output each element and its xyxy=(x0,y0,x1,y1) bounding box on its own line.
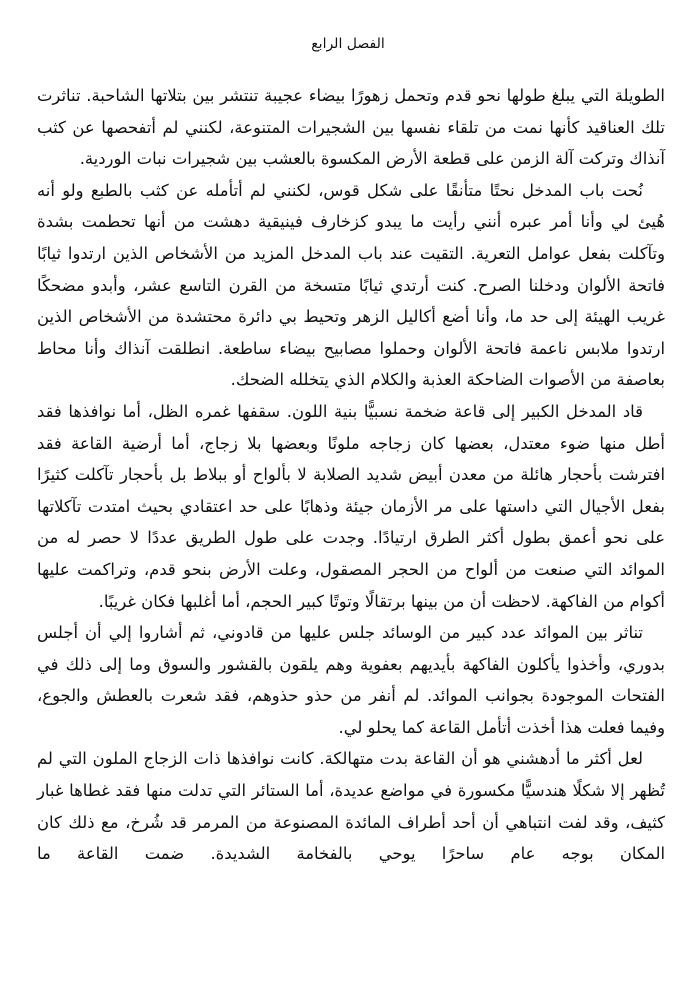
paragraph-3: قاد المدخل الكبير إلى قاعة ضخمة نسبيًّا بنية اللون. سقفها غمره الظل، أما نوافذها فقد أطل منها ضوء معتدل، بعضها كان زجاجه ملونًا وبعضها بلا زجاج، أما أرضية القاعة فقد افترشت بأحجار هائلة من معدن أبيض شديد الصلابة لا بألواح أو ببلاط بل بأحجار تآكلت كثيرًا بفعل الأجيال التي داستها على مر الأزمان جيئة وذهابًا على حد اعتقادي بحيث امتدت تآكلاتها على نحو أعمق بطول أكثر الطرق ارتيادًا. وجدت على طول الطريق عددًا لا حصر له من الموائد التي صنعت من ألواح من الحجر المصقول، وعلت الأرض بنحو قدم، وتراكمت عليها أكوام من الفاكهة. لاحظت أن من بينها برتقالًا وتوتًا كبير الحجم، أما أغلبها فكان غريبًا. xyxy=(37,401,665,611)
chapter-header: الفصل الرابع xyxy=(311,36,385,52)
chapter-body-text xyxy=(37,80,665,870)
paragraph-1: الطويلة التي يبلغ طولها نحو قدم وتحمل زهورًا بيضاء عجيبة تنتشر بين بتلاتها الشاحبة. تناثرت تلك العناقيد كأنها نمت من تلقاء نفسها بين الشجيرات المتنوعة، لكنني لم أتفحصها عن كثب آنذاك وتركت آلة الزمن على قطعة الأرض المكسوة بالعشب بين شجيرات نبات الوردية. xyxy=(37,86,665,169)
paragraph-5: لعل أكثر ما أدهشني هو أن القاعة بدت متهالكة. كانت نوافذها ذات الزجاج الملون التي لم تُظهر إلا شكلًا هندسيًّا مكسورة في مواضع عديدة، أما الستائر التي تدلت منها فقد غطاها غبار كثيف، وقد لفت انتباهي أن أحد أطراف المائدة المصنوعة من المرمر قد شُرخ، مع ذلك كان المكان بوجه عام ساحرًا يوحي بالفخامة الشديدة. ضمت القاعة ما xyxy=(37,749,665,864)
paragraph-2: نُحت باب المدخل نحتًا متأنقًا على شكل قوس، لكنني لم أتأمله عن كثب بالطبع ولو أنه هُيئ لي وأنا أمر عبره أنني رأيت ما يبدو كزخارف فينيقية دهشت من أنها تحطمت بشدة وتآكلت بفعل عوامل التعرية. التقيت عند باب المدخل المزيد من الأشخاص الذين ارتدوا ثيابًا فاتحة الألوان ودخلنا الصرح. كنت أرتدي ثيابًا متسخة من القرن التاسع عشر، وأبدو مضحكًا غريب الهيئة إلى حد ما، وأنا أضع أكاليل الزهر وتحيط بي دائرة محتشدة من الأشخاص الذين ارتدوا ملابس ناعمة فاتحة الألوان وحملوا مصابيح بيضاء ساطعة. انطلقت آنذاك وأنا محاط بعاصفة من الأصوات الضاحكة العذبة والكلام الذي يتخلله الضحك. xyxy=(37,180,665,390)
paragraph-4: تناثر بين الموائد عدد كبير من الوسائد جلس عليها من قادوني، ثم أشاروا إلي أن أجلس بدوري، وأخذوا يأكلون الفاكهة بأيديهم بعفوية وهم يلقون بالقشور والسوق وما إلى ذلك في الفتحات الموجودة بجوانب الموائد. لم أنفر من حذو حذوهم، فقد شعرت بالعطش والجوع، وفيما فعلت هذا أخذت أتأمل القاعة كما يحلو لي. xyxy=(37,623,665,737)
